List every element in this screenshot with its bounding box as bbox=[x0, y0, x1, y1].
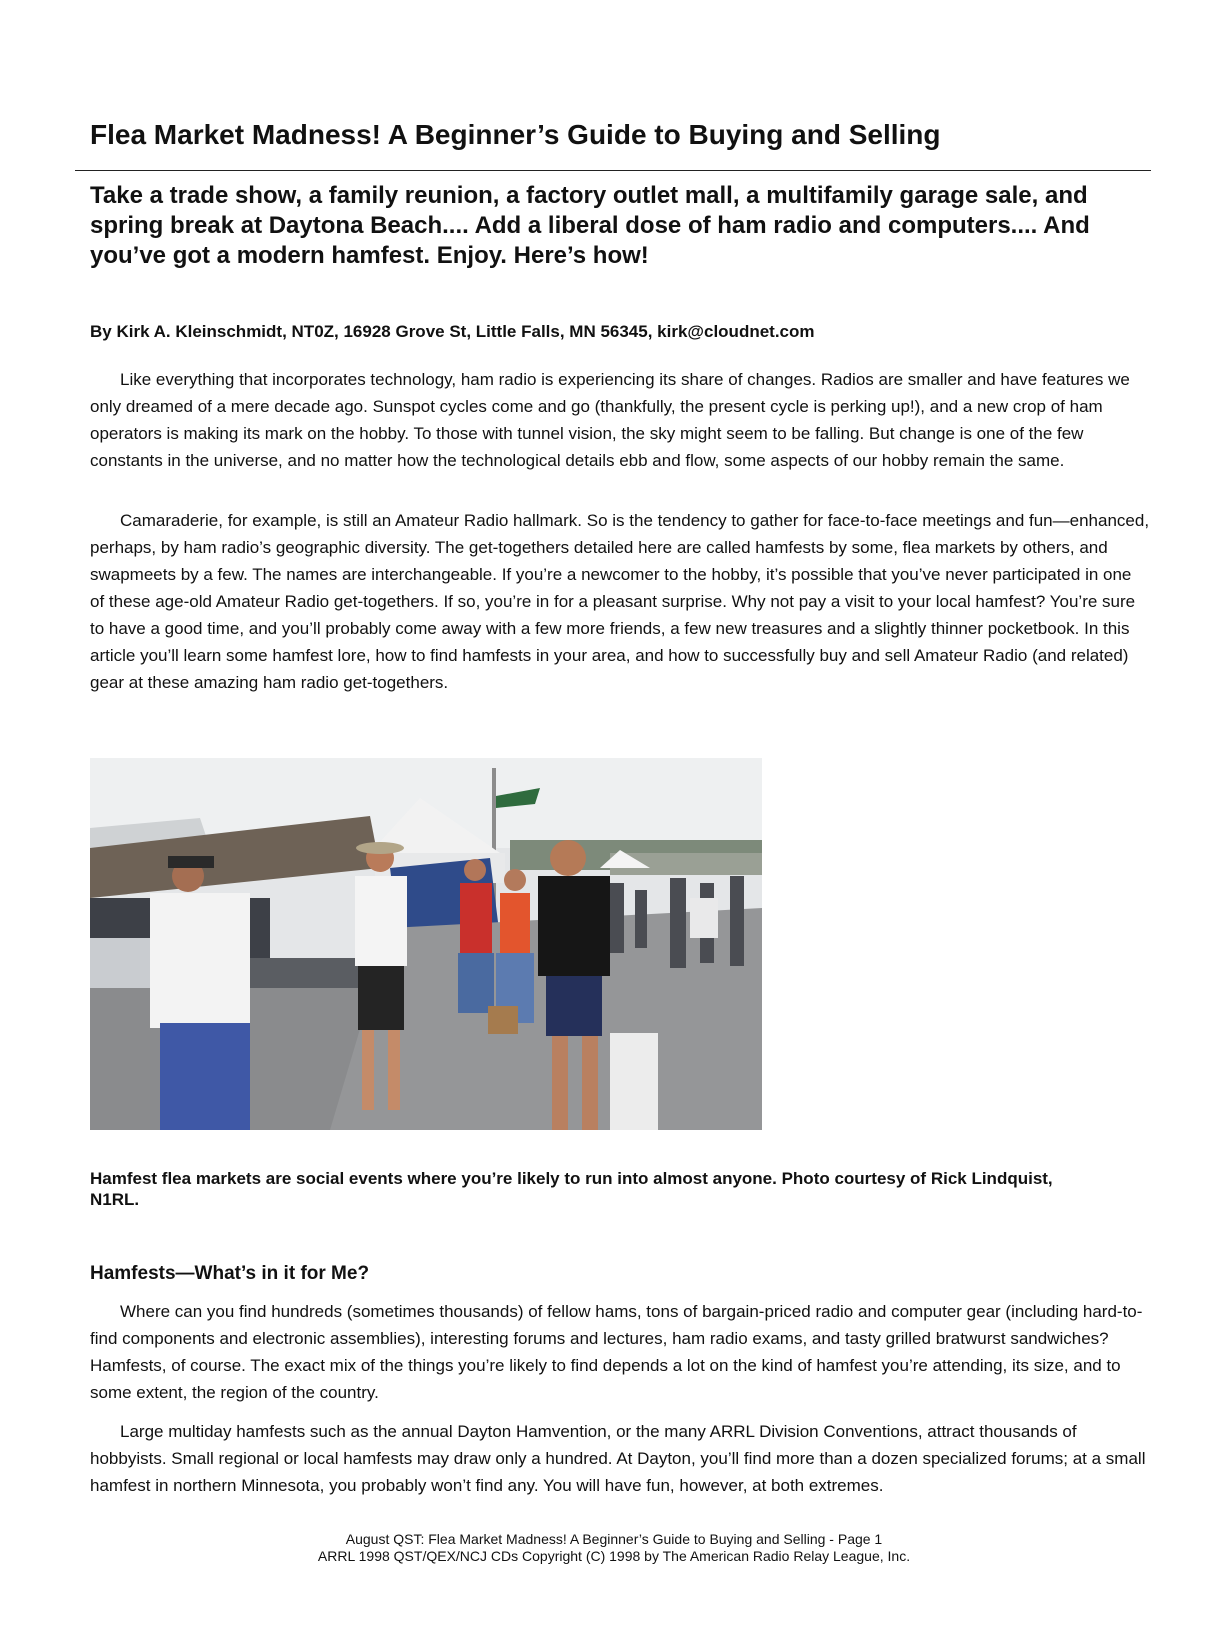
section-paragraph-1: Where can you find hundreds (sometimes thousands) of fellow hams, tons of bargain-priced radio and computer gear (including hard-to-find components and electronic assemblies), interesting forums and lectures, ham radio exams, and tasty grilled bratwurst sandwiches? Hamfests, of course. The exact mix of the things you’re likely to find depends a lot on the kind of hamfest you’re attending, its size, and to some extent, the region of the country. bbox=[90, 1302, 1143, 1402]
page-footer: August QST: Flea Market Madness! A Beginner’s Guide to Buying and Selling - Page 1 bbox=[345, 1531, 883, 1547]
title-divider bbox=[75, 170, 1151, 171]
hamfest-photo bbox=[90, 758, 762, 1130]
author-byline: By Kirk A. Kleinschmidt, NT0Z, 16928 Grove St, Little Falls, MN 56345, kirk@cloudnet.com bbox=[90, 322, 815, 341]
intro-paragraph-1: Like everything that incorporates technology, ham radio is experiencing its share of changes. Radios are smaller and have features we only dreamed of a mere decade ago. Sunspot cycles come and go (thankfully, the present cycle is perking up!), and a new crop of ham operators is making its mark on the hobby. To those with tunnel vision, the sky might seem to be falling. But change is one of the few constants in the universe, and no matter how the technological details ebb and flow, some aspects of our hobby remain the same. bbox=[90, 370, 1130, 470]
intro-paragraph-2: Camaraderie, for example, is still an Amateur Radio hallmark. So is the tendency to gather for face-to-face meetings and fun—enhanced, perhaps, by ham radio’s geographic diversity. The get-togethers detailed here are called hamfests by some, flea markets by others, and swapmeets by a few. The names are interchangeable. If you’re a newcomer to the hobby, it’s possible that you’ve never participated in one of these age-old Amateur Radio get-togethers. If so, you’re in for a pleasant surprise. Why not pay a visit to your local hamfest? You’re sure to have a good time, and you’ll probably come away with a few more friends, a few new treasures and a slightly thinner pocketbook. In this article you’ll learn some hamfest lore, how to find hamfests in your area, and how to successfully buy and sell Amateur Radio (and related) gear at these amazing ham radio get-togethers. bbox=[90, 511, 1150, 692]
photo-caption: Hamfest flea markets are social events where you’re likely to run into almost anyone. Photo courtesy of Rick Lindquist, N1RL. bbox=[90, 1169, 1053, 1209]
section-heading: Hamfests—What’s in it for Me? bbox=[90, 1263, 370, 1284]
page-title: Flea Market Madness! A Beginner’s Guide to Buying and Selling bbox=[90, 119, 941, 150]
article-deck: Take a trade show, a family reunion, a factory outlet mall, a multifamily garage sale, and spring break at Daytona Beach.... Add a liberal dose of ham radio and computers.... And you’ve got a modern hamfest. Enjoy. Here’s how! bbox=[90, 182, 1090, 269]
page-footer-copyright: ARRL 1998 QST/QEX/NCJ CDs Copyright (C) 1998 by The American Radio Relay League, Inc. bbox=[317, 1548, 911, 1564]
section-paragraph-2: Large multiday hamfests such as the annual Dayton Hamvention, or the many ARRL Division Conventions, attract thousands of hobbyists. Small regional or local hamfests may draw only a hundred. At Dayton, you’ll find more than a dozen specialized forums; at a small hamfest in northern Minnesota, you probably won’t find any. You will have fun, however, at both extremes. bbox=[90, 1422, 1146, 1495]
